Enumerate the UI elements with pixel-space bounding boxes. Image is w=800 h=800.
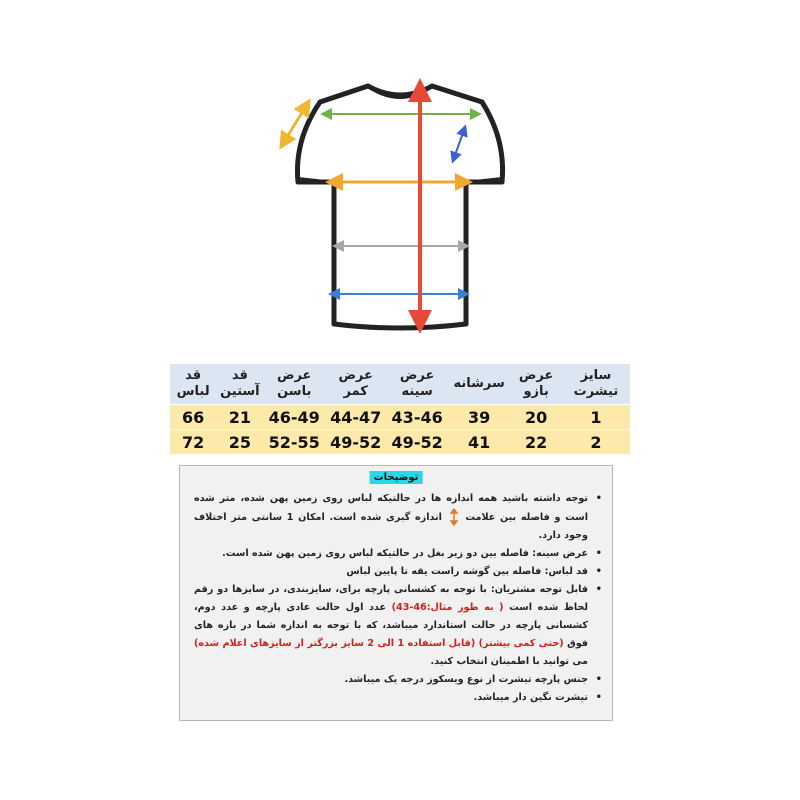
note-fabric: • جنس پارچه تیشرت از نوع ویسکوز درجه یک میباشد. bbox=[194, 671, 588, 689]
table-cell: 49-52 bbox=[325, 430, 386, 455]
note-text: اندازه گیری شده است. امکان 1 سانتی متر اختلاف وجود دارد. bbox=[194, 512, 588, 541]
size-table bbox=[170, 364, 630, 454]
header-hip-width: عرض باسن bbox=[264, 364, 325, 405]
note-example-red: ( به طور مثال:46-43) bbox=[391, 602, 504, 613]
notes-box bbox=[179, 465, 613, 721]
note-text: قابل توجه مشتریان: با توجه به کشسانی پارچه برای، سایزبندی، در سایزها دو رقم لحاظ شده است bbox=[194, 584, 588, 613]
double-arrow-icon bbox=[450, 508, 458, 526]
table-cell: 22 bbox=[510, 430, 561, 455]
header-arm-width: عرض بازو bbox=[510, 364, 561, 405]
table-cell: 41 bbox=[448, 430, 511, 455]
header-chest-width: عرض سینه bbox=[386, 364, 447, 405]
table-cell: 52-55 bbox=[264, 430, 325, 455]
header-shoulder: سرشانه bbox=[448, 364, 511, 405]
table-cell: 49-52 bbox=[386, 430, 447, 455]
table-row bbox=[170, 430, 630, 455]
header-garment-length: قد لباس bbox=[170, 364, 216, 405]
size-table-header-row bbox=[170, 364, 630, 405]
table-cell: 21 bbox=[216, 405, 263, 430]
header-waist-width: عرض کمر bbox=[325, 364, 386, 405]
table-cell: 39 bbox=[448, 405, 511, 430]
notes-list bbox=[180, 490, 612, 707]
note-text: توجه داشته باشید همه اندازه ها در حالتیکه لباس روی زمین پهن شده، متر شده است و فاصله بین علامت bbox=[194, 493, 589, 523]
table-cell: 72 bbox=[170, 430, 216, 455]
table-cell: 25 bbox=[216, 430, 263, 455]
note-garment-length: • قد لباس: فاصله بین گوشه راست یقه تا پایین لباس bbox=[194, 563, 588, 581]
table-cell: 46-49 bbox=[264, 405, 325, 430]
header-sleeve-length: قد آستین bbox=[216, 364, 263, 405]
header-tshirt-size: سایز تیشرت bbox=[562, 364, 630, 405]
table-cell: 20 bbox=[510, 405, 561, 430]
table-cell: 66 bbox=[170, 405, 216, 430]
note-text: می توانید با اطمینان انتخاب کنید. bbox=[430, 656, 588, 667]
note-warning-red: (حتی کمی بیشتر) (قابل استفاده 1 الی 2 سایز بزرگتر از سایزهای اعلام شده) bbox=[194, 638, 564, 649]
table-cell: 44-47 bbox=[325, 405, 386, 430]
note-text: عدد اول حالت عادی پارچه و عدد دوم، کشسانی پارچه در حالت استاندارد میباشد، که با توجه به اندازه شما در بازه های فوق bbox=[194, 602, 589, 649]
table-cell: 2 bbox=[562, 430, 630, 455]
note-chest-width: • عرض سینه: فاصله بین دو زیر بغل در حالتیکه لباس روی زمین پهن شده است. bbox=[194, 545, 588, 563]
table-cell: 1 bbox=[562, 405, 630, 430]
tshirt-outline bbox=[297, 86, 502, 328]
note-measurement-method bbox=[194, 490, 588, 545]
table-row bbox=[170, 405, 630, 430]
note-stretch-info bbox=[194, 581, 588, 671]
tshirt-measurement-diagram bbox=[270, 78, 530, 338]
note-rhinestone: • تیشرت نگین دار میباشد. bbox=[194, 689, 588, 707]
notes-title: توضیحات bbox=[370, 471, 423, 484]
table-cell: 43-46 bbox=[386, 405, 447, 430]
